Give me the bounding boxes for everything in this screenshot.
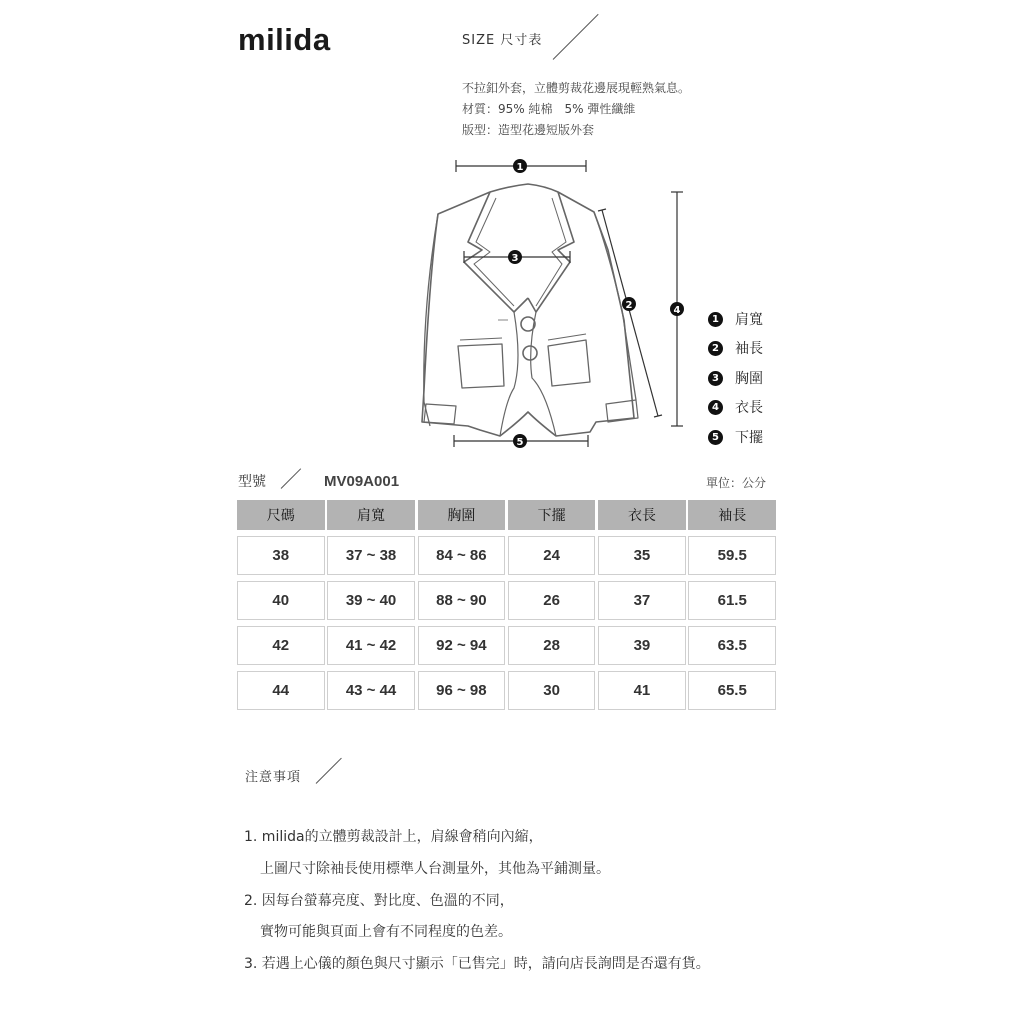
table-cell: 37 xyxy=(598,581,686,620)
table-header-cell: 下擺 xyxy=(508,500,596,530)
table-cell: 39 xyxy=(598,626,686,665)
table-cell: 92 ~ 94 xyxy=(418,626,506,665)
table-header-cell: 肩寬 xyxy=(327,500,415,530)
left-pocket xyxy=(458,344,504,388)
brand-logo: milida xyxy=(238,22,331,57)
table-header-cell: 衣長 xyxy=(598,500,686,530)
legend-item-length xyxy=(708,397,763,417)
legend-marker-icon: 3 xyxy=(708,371,723,386)
jacket-diagram xyxy=(410,150,700,460)
right-pocket xyxy=(548,340,590,386)
legend-marker-icon: 1 xyxy=(708,312,723,327)
table-cell: 96 ~ 98 xyxy=(418,671,506,710)
marker-3-label: 3 xyxy=(511,253,519,264)
table-cell: 24 xyxy=(508,536,596,575)
table-header-cell: 胸圍 xyxy=(418,500,506,530)
table-cell: 44 xyxy=(237,671,325,710)
legend-item-chest xyxy=(708,368,763,388)
table-cell: 59.5 xyxy=(688,536,776,575)
table-cell: 41 xyxy=(598,671,686,710)
button-lower xyxy=(523,346,537,360)
note-line: 2. 因每台螢幕亮度、對比度、色溫的不同， xyxy=(244,893,514,909)
table-cell: 84 ~ 86 xyxy=(418,536,506,575)
legend-label: 袖長 xyxy=(735,341,763,357)
table-header-cell: 袖長 xyxy=(688,500,776,530)
note-line: 實物可能與頁面上會有不同程度的色差。 xyxy=(260,924,512,940)
unit-label: 單位：公分 xyxy=(706,476,767,490)
table-cell: 37 ~ 38 xyxy=(327,536,415,575)
note-line: 3. 若遇上心儀的顏色與尺寸顯示「已售完」時，請向店長詢問是否還有貨。 xyxy=(244,956,710,972)
table-header-cell: 尺碼 xyxy=(237,500,325,530)
legend-marker-icon: 4 xyxy=(708,400,723,415)
marker-1-label: 1 xyxy=(516,162,524,173)
button-upper xyxy=(521,317,535,331)
legend-item-hem xyxy=(708,427,763,447)
right-lapel xyxy=(528,192,574,312)
legend-marker-icon: 2 xyxy=(708,341,723,356)
table-cell: 41 ~ 42 xyxy=(327,626,415,665)
left-sleeve xyxy=(424,214,438,426)
table-cell: 28 xyxy=(508,626,596,665)
table-cell: 39 ~ 40 xyxy=(327,581,415,620)
product-fit-line: 版型：造型花邊短版外套 xyxy=(462,123,595,137)
marker-2-label: 2 xyxy=(625,300,633,311)
legend-item-sleeve xyxy=(708,338,763,358)
legend-label: 胸圍 xyxy=(735,371,763,387)
model-slash-divider xyxy=(281,468,302,489)
jacket-outline xyxy=(422,184,634,436)
title-slash-divider xyxy=(553,14,599,60)
legend-label: 衣長 xyxy=(735,400,763,416)
product-description-line: 不拉釦外套，立體剪裁花邊展現輕熟氣息。 xyxy=(462,81,691,95)
notes-title: 注意事項 xyxy=(245,770,302,785)
model-label: 型號 xyxy=(238,474,266,490)
table-cell: 40 xyxy=(237,581,325,620)
legend-item-shoulder xyxy=(708,309,763,329)
size-table xyxy=(237,500,776,710)
size-chart-title: SIZE 尺寸表 xyxy=(462,33,543,48)
table-cell: 38 xyxy=(237,536,325,575)
table-cell: 88 ~ 90 xyxy=(418,581,506,620)
note-line: 上圖尺寸除袖長使用標準人台測量外，其他為平鋪測量。 xyxy=(260,861,610,877)
product-material-line: 材質：95% 純棉 5% 彈性纖維 xyxy=(462,102,636,116)
table-cell: 61.5 xyxy=(688,581,776,620)
table-cell: 63.5 xyxy=(688,626,776,665)
table-cell: 26 xyxy=(508,581,596,620)
marker-4-label: 4 xyxy=(673,305,681,316)
notes-slash-divider xyxy=(316,758,342,784)
legend-label: 肩寬 xyxy=(735,312,763,328)
table-cell: 43 ~ 44 xyxy=(327,671,415,710)
legend-marker-icon: 5 xyxy=(708,430,723,445)
model-code: MV09A001 xyxy=(324,473,400,490)
table-cell: 65.5 xyxy=(688,671,776,710)
table-cell: 42 xyxy=(237,626,325,665)
marker-5-label: 5 xyxy=(516,437,524,448)
table-cell: 35 xyxy=(598,536,686,575)
legend-label: 下擺 xyxy=(735,430,763,446)
table-cell: 30 xyxy=(508,671,596,710)
note-line: 1. milida的立體剪裁設計上，肩線會稍向內縮， xyxy=(244,829,543,845)
